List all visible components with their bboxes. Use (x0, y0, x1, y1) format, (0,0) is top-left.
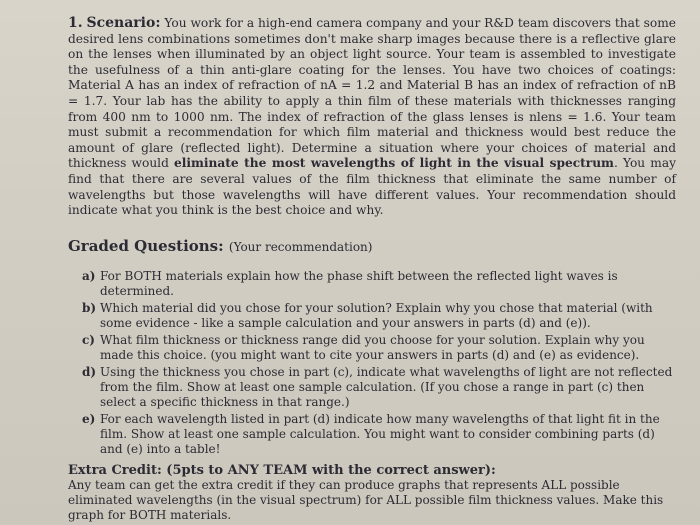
question-text: For BOTH materials explain how the phase shift between the reflected light waves is determined. (100, 268, 618, 298)
graded-questions-heading (68, 237, 676, 255)
question-letter: e) (82, 411, 96, 426)
scenario-text-after: . You may find that there are several values of the film thickness that eliminate the same number of wavelengths but those wavelengths will have different values. Your recommendation should indicate what you think is the best choice and why. (68, 156, 676, 218)
question-text: What film thickness or thickness range did you choose for your solution. Explain why you made this choice. (you might want to cite your answers in parts (d) and (e) as evidence). (100, 332, 645, 362)
graded-title: Graded Questions: (68, 236, 224, 255)
scenario-number: 1. (68, 15, 83, 31)
scenario-title: Scenario: (86, 15, 161, 31)
extra-credit-text: Any team can get the extra credit if they can produce graphs that represents ALL possible eliminated wavelengths (in the visual spectrum) for ALL possible film thickness values. Make this graph for BOTH materials. (68, 477, 664, 522)
graded-questions-list (68, 269, 676, 457)
question-item (82, 301, 676, 331)
graded-subtitle: (Your recommendation) (228, 239, 373, 254)
question-letter: d) (82, 364, 97, 379)
scenario-paragraph (68, 16, 676, 219)
question-text: Which material did you chose for your solution? Explain why you chose that material (with some evidence - like a sample calculation and your answers in parts (d) and (e)). (100, 300, 653, 330)
question-letter: b) (82, 300, 97, 315)
scenario-text: You work for a high-end camera company and your R&D team discovers that some desired lens combinations sometimes don't make sharp images because there is a reflective glare on the lenses when illuminated by an object light source. Your team is assembled to investigate the usefulness of a thin anti-glare coating for the lenses. You have two choices of coatings: Material A has an index of refraction of nA = 1.2 and Material B has an index of refraction of nB = 1.7. Your lab has the ability to apply a thin film of these materials with thicknesses ranging from 400 nm to 1000 nm. The index of refraction of the glass lenses is nlens = 1.6. Your team must submit a recommendation for which film material and thickness would best reduce the amount of glare (reflected light). Determine a situation where your choices of material and thickness would (68, 16, 677, 171)
question-item (82, 365, 676, 410)
question-item (82, 412, 676, 457)
extra-credit-heading: Extra Credit: (5pts to ANY TEAM with the correct answer): (68, 462, 496, 478)
question-text: Using the thickness you chose in part (c), indicate what wavelengths of light are not reflected from the film. Show at least one sample calculation. (If you chose a range in part (c) then select a specific thickness in that range.) (100, 364, 673, 409)
question-letter: c) (82, 332, 95, 347)
question-item (82, 269, 676, 299)
scenario-emphasis: eliminate the most wavelengths of light in the visual spectrum (174, 156, 614, 171)
question-item (82, 333, 676, 363)
question-text: For each wavelength listed in part (d) indicate how many wavelengths of that light fit in the film. Show at least one sample calculation. You might want to consider combining parts (d) and (e) into a table! (100, 411, 660, 456)
question-letter: a) (82, 268, 96, 283)
